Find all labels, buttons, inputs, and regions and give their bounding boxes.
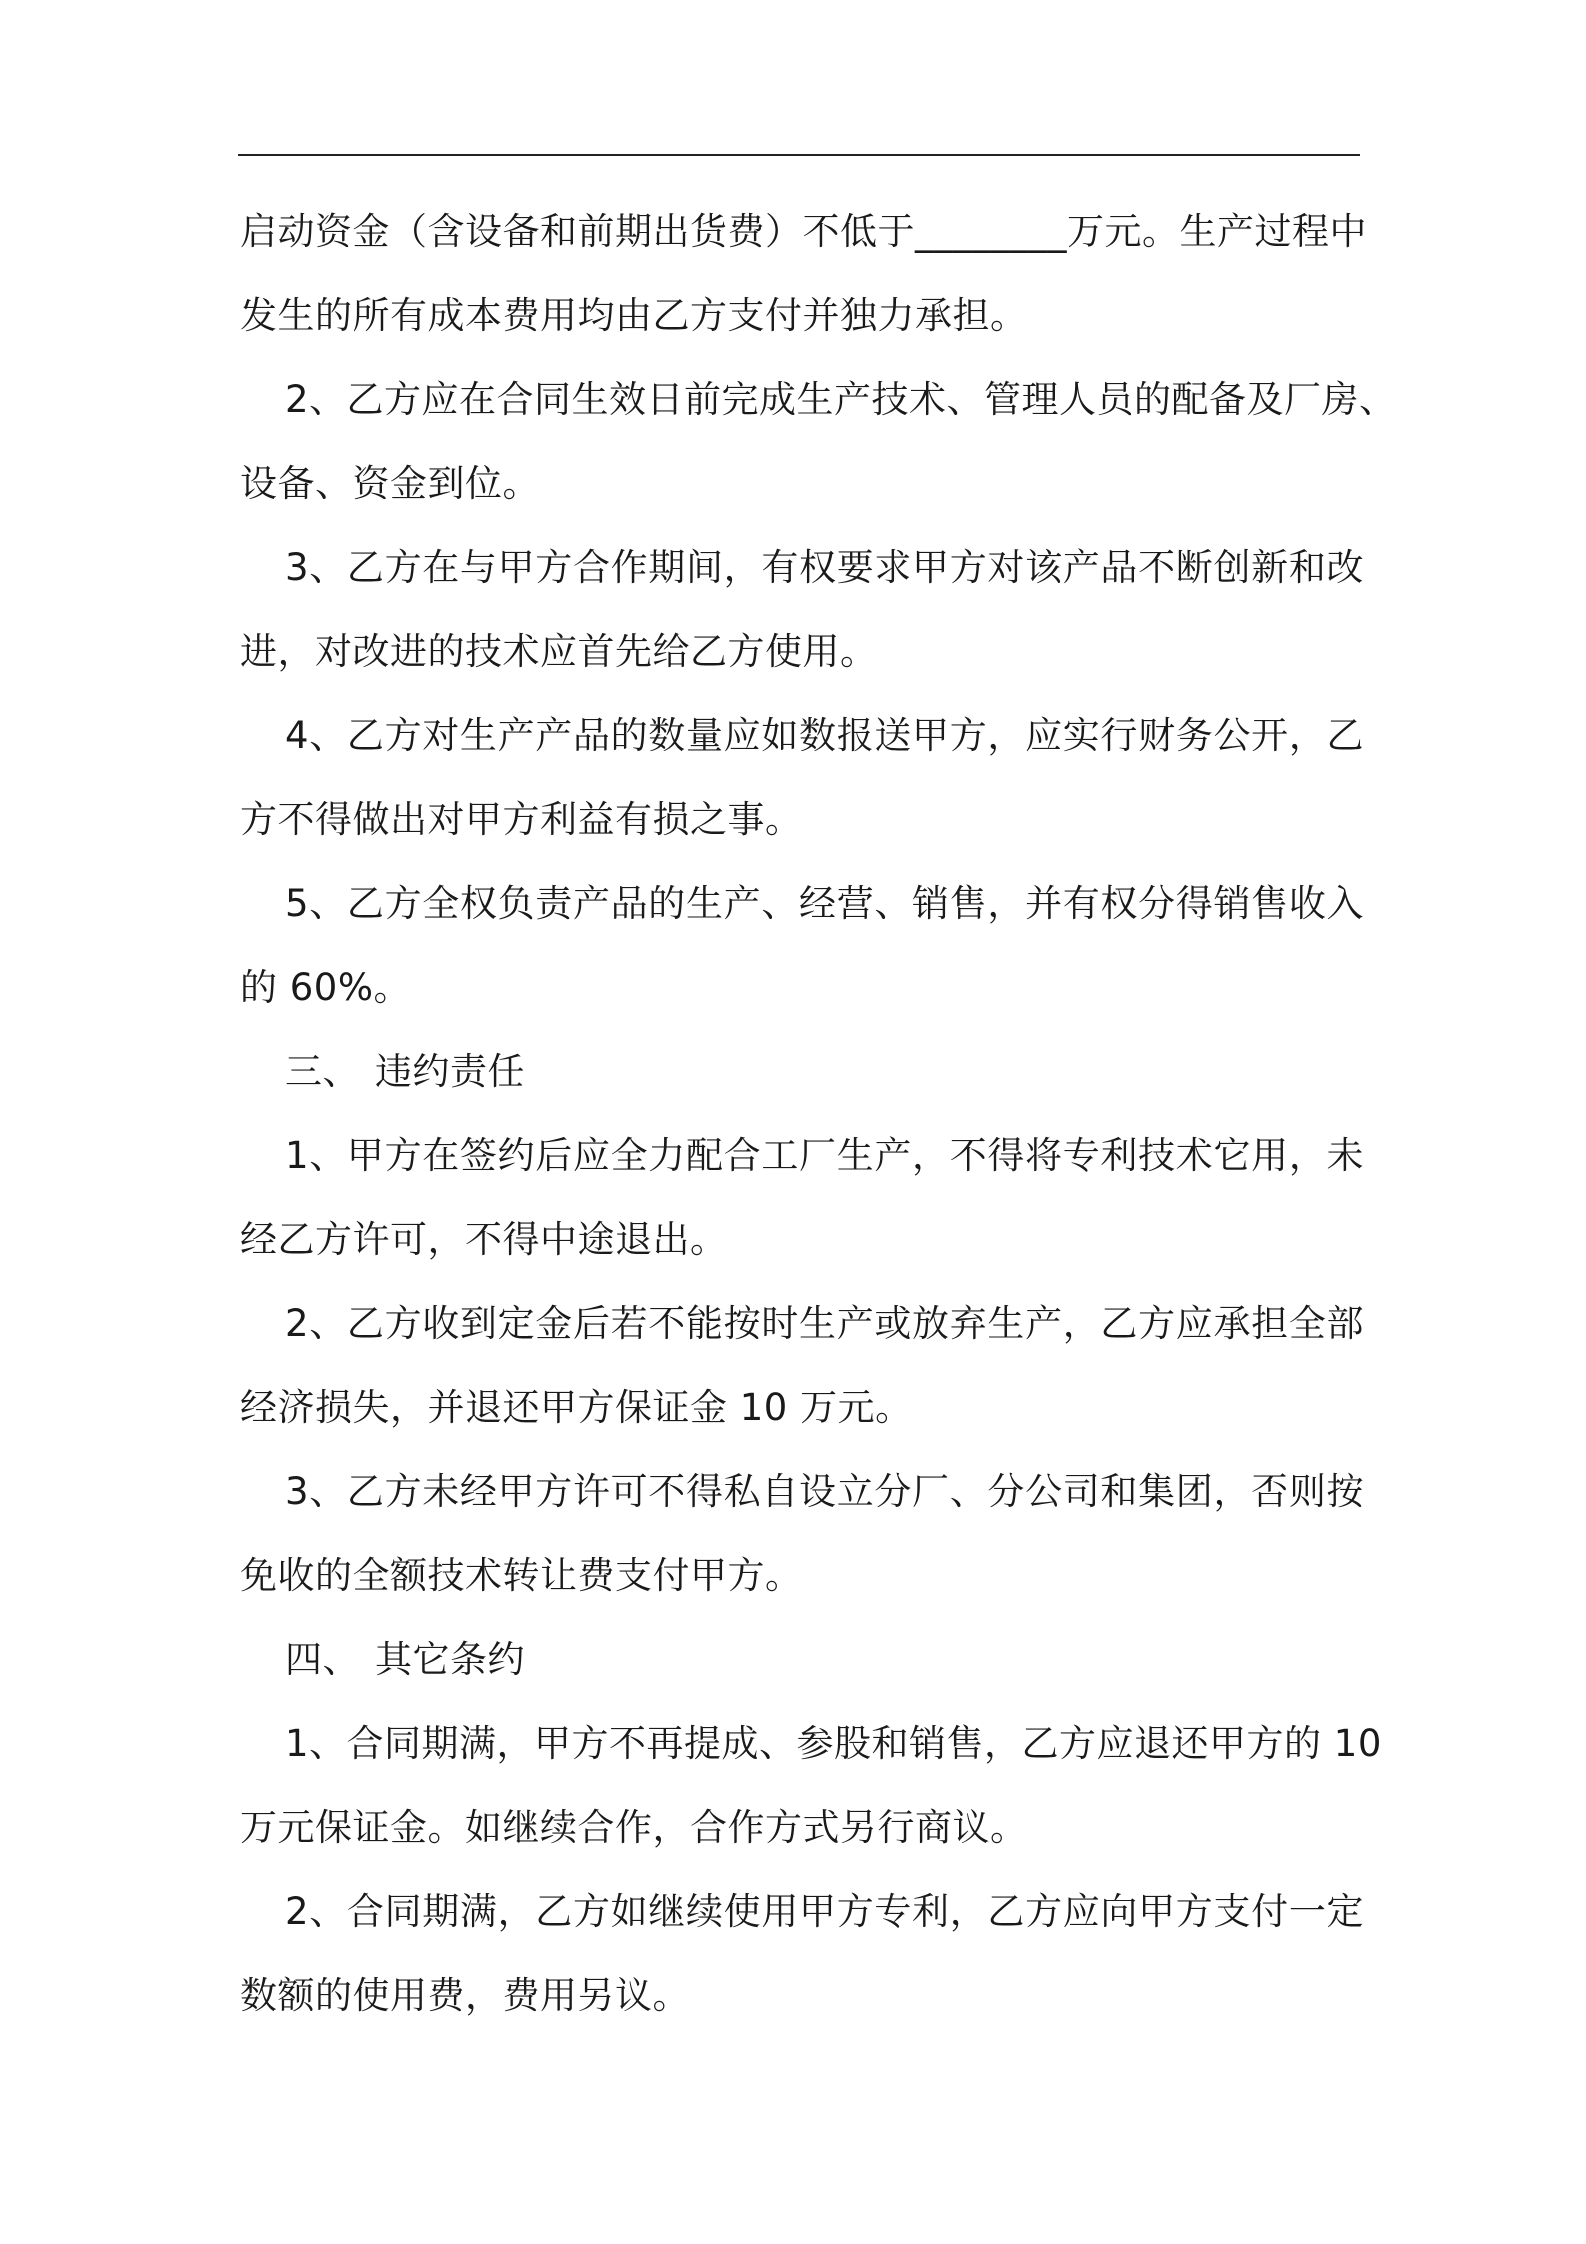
text-line: 经乙方许可，不得中途退出。 — [240, 1218, 728, 1261]
clause-line: 3、乙方未经甲方许可不得私自设立分厂、分公司和集团，否则按 — [285, 1470, 1364, 1513]
text-line: 设备、资金到位。 — [240, 462, 540, 505]
section-number: 三、 — [285, 1050, 360, 1093]
clause-line: 1、合同期满，甲方不再提成、参股和销售，乙方应退还甲方的 10 — [285, 1722, 1382, 1765]
document-body — [240, 190, 1397, 2038]
text-line: 发生的所有成本费用均由乙方支付并独力承担。 — [240, 294, 1028, 337]
section-number: 四、 — [285, 1638, 360, 1681]
clause-line: 2、合同期满，乙方如继续使用甲方专利，乙方应向甲方支付一定 — [285, 1890, 1364, 1933]
text-line: 经济损失，并退还甲方保证金 10 万元。 — [240, 1386, 913, 1429]
clause-line: 3、乙方在与甲方合作期间，有权要求甲方对该产品不断创新和改 — [285, 546, 1364, 589]
text-line: 的 60%。 — [240, 966, 411, 1009]
header-rule — [238, 154, 1360, 156]
clause-line: 2、乙方收到定金后若不能按时生产或放弃生产，乙方应承担全部 — [285, 1302, 1364, 1345]
clause-line: 5、乙方全权负责产品的生产、经营、销售，并有权分得销售收入 — [285, 882, 1364, 925]
section-title: 违约责任 — [375, 1050, 525, 1093]
text-line: 万元保证金。如继续合作，合作方式另行商议。 — [240, 1806, 1028, 1849]
clause-line: 4、乙方对生产产品的数量应如数报送甲方，应实行财务公开，乙 — [285, 714, 1364, 757]
text-line: 方不得做出对甲方利益有损之事。 — [240, 798, 803, 841]
section-heading-other — [240, 1618, 1364, 1702]
clause-line: 2、乙方应在合同生效日前完成生产技术、管理人员的配备及厂房、 — [285, 378, 1397, 421]
text-line: 数额的使用费，费用另议。 — [240, 1974, 690, 2017]
text-line: 启动资金（含设备和前期出货费）不低于________万元。生产过程中 — [240, 210, 1367, 253]
clause-line: 1、甲方在签约后应全力配合工厂生产，不得将专利技术它用，未 — [285, 1134, 1364, 1177]
text-line: 进，对改进的技术应首先给乙方使用。 — [240, 630, 878, 673]
text-line: 免收的全额技术转让费支付甲方。 — [240, 1554, 803, 1597]
section-heading-breach — [240, 1030, 1364, 1114]
section-title: 其它条约 — [375, 1638, 525, 1681]
